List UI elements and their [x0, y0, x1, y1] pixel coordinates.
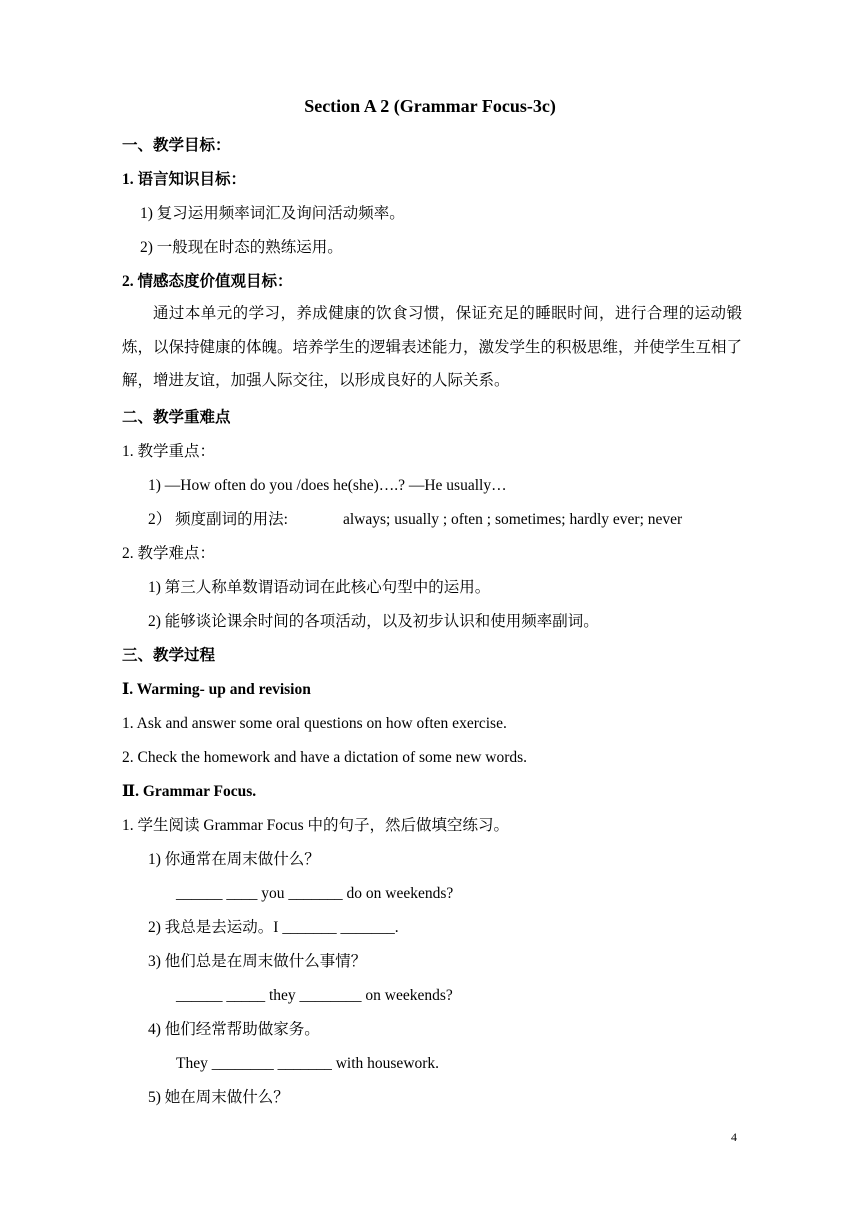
exercise-intro: 1. 学生阅读 Grammar Focus 中的句子，然后做填空练习。 — [122, 817, 510, 834]
exercise-item: 5) 她在周末做什么？ — [148, 1089, 289, 1106]
page-number: 4 — [731, 1130, 737, 1144]
list-item: 1) 复习运用频率词汇及询问活动频率。 — [140, 205, 405, 222]
exercise-blank-line: ______ ____ you _______ do on weekends? — [176, 885, 454, 902]
exercise-item: 4) 他们经常帮助做家务。 — [148, 1021, 320, 1038]
list-item: 1) 第三人称单数谓语动词在此核心句型中的运用。 — [148, 579, 491, 596]
section-heading-key-points: 二、教学重难点 — [122, 409, 231, 426]
subheading-language-goals: 1. 语言知识目标： — [122, 171, 247, 188]
list-item: 1) —How often do you /does he(she)….? —He usually… — [148, 477, 507, 494]
list-item: 1. Ask and answer some oral questions on how often exercise. — [122, 715, 507, 732]
exercise-item: 2) 我总是去运动。I _______ _______. — [148, 919, 399, 936]
list-item-value: always; usually ; often ; sometimes; hardly ever; never — [343, 511, 683, 528]
exercise-item: 3) 他们总是在周末做什么事情？ — [148, 953, 367, 970]
part-heading-warming-up: Ⅰ. Warming- up and revision — [122, 681, 311, 698]
list-item: 2) 一般现在时态的熟练运用。 — [140, 239, 343, 256]
subheading-attitude-goals: 2. 情感态度价值观目标： — [122, 273, 293, 290]
subheading-difficulties: 2. 教学难点： — [122, 545, 216, 562]
exercise-blank-line: They ________ _______ with housework. — [176, 1055, 440, 1072]
list-item: 2. Check the homework and have a dictation of some new words. — [122, 749, 528, 766]
part-heading-grammar-focus: Ⅱ. Grammar Focus. — [122, 783, 257, 800]
subheading-key-points: 1. 教学重点： — [122, 443, 216, 460]
exercise-item: 1) 你通常在周末做什么？ — [148, 851, 320, 868]
document-title: Section A 2 (Grammar Focus-3c) — [304, 96, 556, 116]
list-item: 2) 能够谈论课余时间的各项活动，以及初步认识和使用频率副词。 — [148, 613, 599, 630]
list-item-label: 2） 频度副词的用法: — [148, 511, 288, 528]
section-heading-process: 三、教学过程 — [122, 647, 216, 664]
exercise-blank-line: ______ _____ they ________ on weekends? — [176, 987, 453, 1004]
attitude-goals-paragraph: 通过本单元的学习，养成健康的饮食习惯，保证充足的睡眠时间，进行合理的运动锻炼，以保持健康的体魄。培养学生的逻辑表述能力，激发学生的积极思维，并使学生互相了解，增进友谊，加强人际交往，以形成良好的人际关系。 — [122, 305, 743, 389]
section-heading-objectives: 一、教学目标： — [122, 137, 231, 154]
